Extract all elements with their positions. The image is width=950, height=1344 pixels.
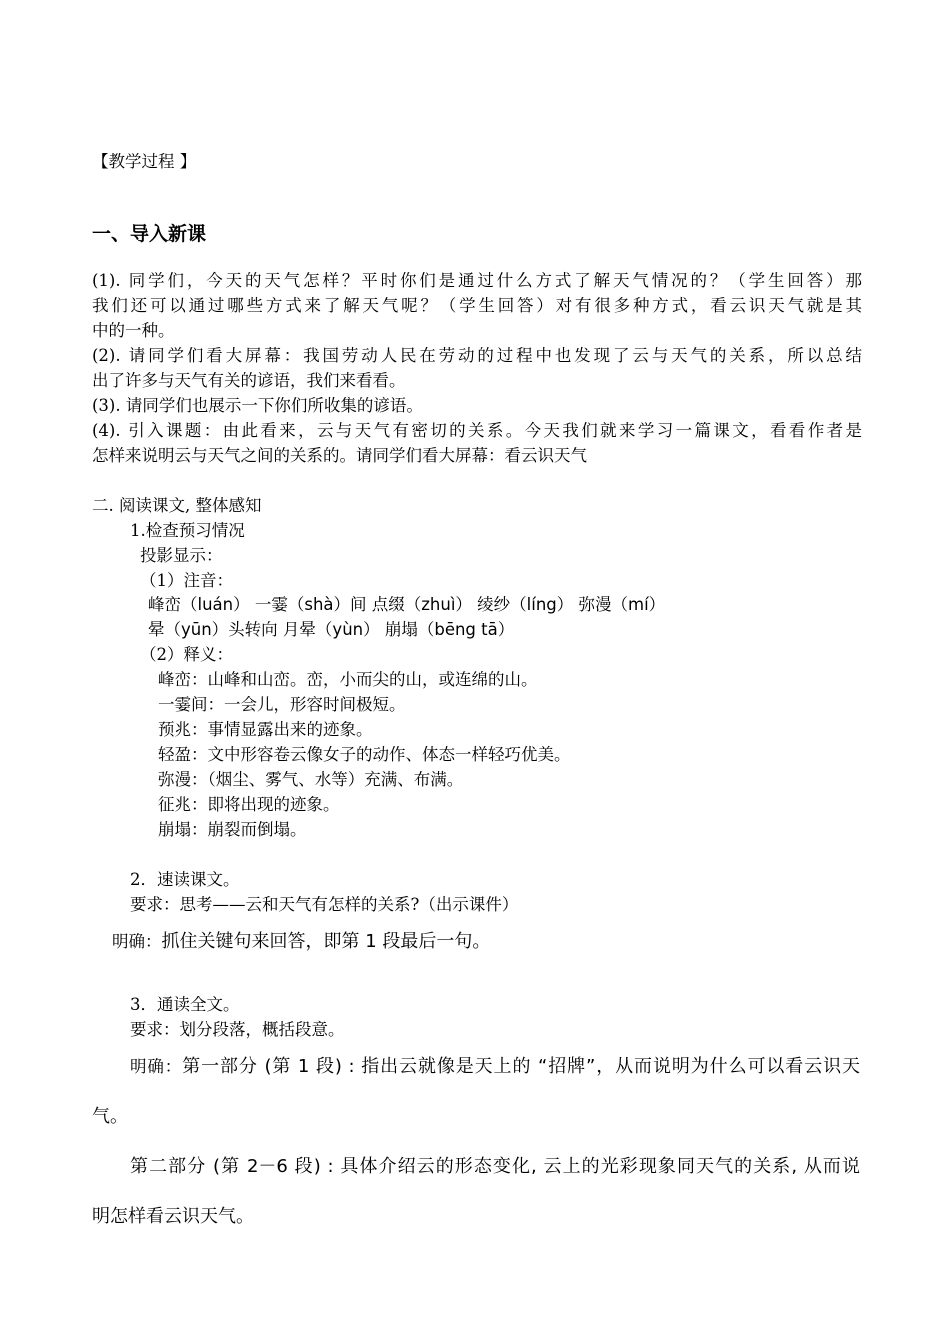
full-read-requirement: 要求：划分段落，概括段意。 xyxy=(130,1020,345,1039)
meaning-item: 崩塌：崩裂而倒塌。 xyxy=(158,820,307,839)
speed-read-requirement: 要求：思考——云和天气有怎样的关系?（出示课件） xyxy=(130,895,519,914)
meaning-item: 预兆：事情显露出来的迹象。 xyxy=(158,720,373,739)
answer-text: 第一部分 (第 1 段) : 指出云就像是天上的 “招牌”，从而说明为什么可以看云识天 xyxy=(182,1056,860,1077)
answer-text-continued: 明怎样看云识天气。 xyxy=(92,1206,254,1227)
answer-label: 明确： xyxy=(112,932,162,951)
intro-line: 怎样来说明云与天气之间的关系的。请同学们看大屏幕：看云识天气 xyxy=(92,446,587,465)
process-label: 【教学过程 】 xyxy=(92,152,197,171)
check-title: 1.检查预习情况 xyxy=(130,521,245,540)
intro-line: (2). 请同学们看大屏幕：我国劳动人民在劳动的过程中也发现了云与天气的关系，所以总结 xyxy=(92,346,862,365)
projection-label: 投影显示： xyxy=(140,546,223,565)
full-read-answer-part2: 第二部分 (第 2－6 段) : 具体介绍云的形态变化, 云上的光彩现象同天气的关系, 从而说 xyxy=(130,1156,860,1177)
pinyin-line: 晕（yūn）头转向 月晕（yùn） 崩塌（bēng tā） xyxy=(148,620,515,639)
intro-line: 中的一种。 xyxy=(92,321,175,340)
answer-text-continued: 气。 xyxy=(92,1106,128,1127)
speed-read-answer xyxy=(112,930,490,954)
section2-title: 二. 阅读课文, 整体感知 xyxy=(92,496,262,515)
meaning-item: 一霎间：一会儿，形容时间极短。 xyxy=(158,695,406,714)
meaning-item: 峰峦：山峰和山峦。峦，小而尖的山，或连绵的山。 xyxy=(158,670,538,689)
pinyin-line: 峰峦（luán） 一霎（shà）间 点缀（zhuì） 绫纱（líng） 弥漫（mí） xyxy=(148,595,666,614)
intro-line: 出了许多与天气有关的谚语，我们来看看。 xyxy=(92,371,406,390)
meaning-item: 轻盈：文中形容卷云像女子的动作、体态一样轻巧优美。 xyxy=(158,745,571,764)
intro-line: (1). 同学们，今天的天气怎样？平时你们是通过什么方式了解天气情况的？（学生回答）那 xyxy=(92,271,862,290)
intro-line: (4). 引入课题：由此看来，云与天气有密切的关系。今天我们就来学习一篇课文，看看作者是 xyxy=(92,421,862,440)
section1-title: 一、导入新课 xyxy=(92,223,207,245)
meaning-item: 弥漫：（烟尘、雾气、水等）充满、布满。 xyxy=(158,770,464,789)
meaning-title: （2）释义： xyxy=(140,645,233,664)
pinyin-title: （1）注音： xyxy=(140,571,233,590)
full-read-title: 3．通读全文。 xyxy=(130,995,240,1014)
intro-line: 我们还可以通过哪些方式来了解天气呢？（学生回答）对有很多种方式，看云识天气就是其 xyxy=(92,296,862,315)
full-read-answer-part1 xyxy=(130,1055,860,1079)
meaning-item: 征兆：即将出现的迹象。 xyxy=(158,795,340,814)
speed-read-title: 2．速读课文。 xyxy=(130,870,240,889)
intro-line: (3). 请同学们也展示一下你们所收集的谚语。 xyxy=(92,396,423,415)
answer-label: 明确： xyxy=(130,1057,183,1076)
answer-text: 抓住关键句来回答，即第 1 段最后一句。 xyxy=(161,931,491,952)
